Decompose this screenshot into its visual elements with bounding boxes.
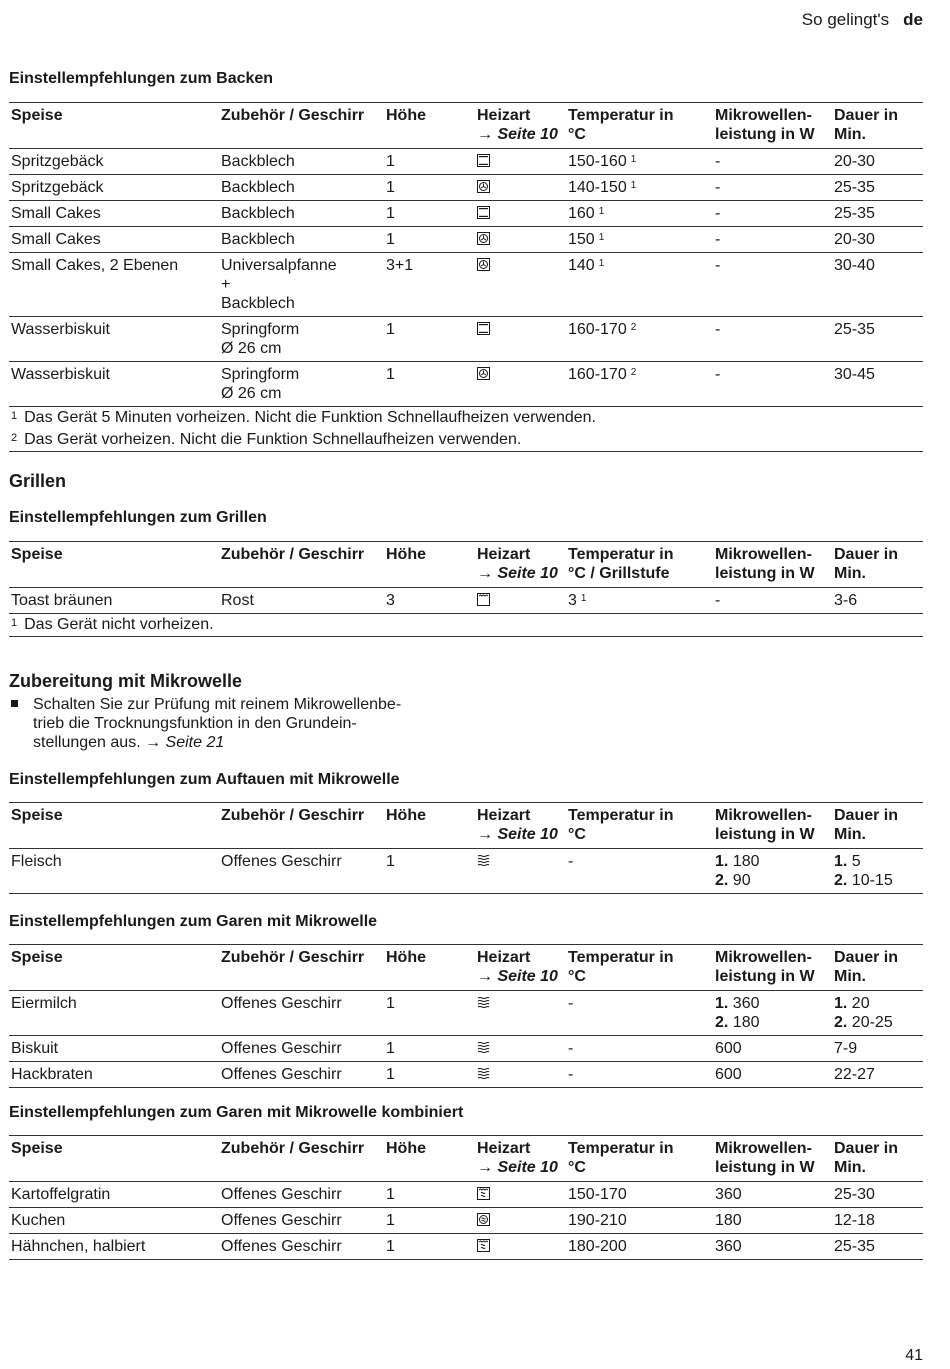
defrost-table [9,802,923,894]
grill-heading: Grillen [9,471,67,491]
cell-zubehoer: Offenes Geschirr [219,1182,384,1208]
cell-hoehe: 1 [384,1234,475,1260]
col-zubehoer: Zubehör / Geschirr [219,1136,384,1182]
footnote: $^1$ Das Gerät nicht vorheizen. [9,614,923,637]
baking-table-header [9,103,923,149]
col-speise: Speise [9,1136,219,1182]
cook-table-header [9,945,923,991]
cell-dauer: 20-30 [832,227,923,253]
cell-mw: - [713,253,832,317]
cell-heizart [475,991,566,1036]
cell-hoehe: 1 [384,201,475,227]
col-temp: Temperatur in °C [566,103,713,149]
baking-table [9,102,923,452]
top-bottom-heat-icon [477,322,490,335]
cell-mw: - [713,201,832,227]
cell-hoehe: 3+1 [384,253,475,317]
baking-table-body [9,149,923,452]
footnote-row [9,429,923,452]
cell-hoehe: 1 [384,1208,475,1234]
cell-heizart [475,201,566,227]
cell-dauer: 30-45 [832,362,923,407]
cell-zubehoer: Offenes Geschirr [219,849,384,894]
cell-temp: - [566,991,713,1036]
col-dauer: Dauer in Min. [832,803,923,849]
col-mw: Mikrowellen- leistung in W [713,803,832,849]
top-bottom-heat-icon [477,154,490,167]
cell-hoehe: 1 [384,1062,475,1088]
cell-temp: 160-170 $^2$ [566,317,713,362]
col-mw: Mikrowellen- leistung in W [713,103,832,149]
cell-dauer: 1. 5 2. 10-15 [832,849,923,894]
cell-speise: Toast bräunen [9,588,219,614]
table-row [9,1182,923,1208]
table-row [9,149,923,175]
baking-title: Einstellempfehlungen zum Backen [9,70,274,87]
col-heizart: Heizart → Seite 10 [475,945,566,991]
grill-table-header [9,542,923,588]
cell-heizart [475,1036,566,1062]
cell-speise: Biskuit [9,1036,219,1062]
col-hoehe: Höhe [384,103,475,149]
cell-speise: Hackbraten [9,1062,219,1088]
defrost-table-body [9,849,923,894]
cell-speise: Small Cakes [9,201,219,227]
cell-speise: Eiermilch [9,991,219,1036]
bullet-square [11,700,18,707]
cell-mw: - [713,362,832,407]
cell-speise: Wasserbiskuit [9,317,219,362]
microwave-icon [477,996,490,1009]
cell-dauer: 30-40 [832,253,923,317]
microwave-icon [477,1067,490,1080]
microwave-heading: Zubereitung mit Mikrowelle [9,671,243,691]
microwave-icon [477,854,490,867]
cell-mw: 600 [713,1062,832,1088]
hot-air-icon [477,367,490,380]
cell-mw: 600 [713,1036,832,1062]
cell-zubehoer: Offenes Geschirr [219,1234,384,1260]
table-row [9,1234,923,1260]
cell-dauer: 22-27 [832,1062,923,1088]
col-zubehoer: Zubehör / Geschirr [219,103,384,149]
footnote: $^1$ Das Gerät 5 Minuten vorheizen. Nicht die Funktion Schnellaufheizen verwenden. [11,409,596,426]
cell-zubehoer: Rost [219,588,384,614]
cell-temp: - [566,1036,713,1062]
cell-temp: 180-200 [566,1234,713,1260]
table-row [9,201,923,227]
col-zubehoer: Zubehör / Geschirr [219,803,384,849]
microwave-grill-icon [477,1239,490,1252]
cell-dauer: 25-35 [832,317,923,362]
cell-temp: 150 $^1$ [566,227,713,253]
cell-mw: - [713,588,832,614]
col-speise: Speise [9,945,219,991]
cell-dauer: 1. 20 2. 20-25 [832,991,923,1036]
cook-title: Einstellempfehlungen zum Garen mit Mikrowelle [9,913,378,930]
cell-dauer: 25-35 [832,1234,923,1260]
cell-dauer: 3-6 [832,588,923,614]
col-heizart: Heizart → Seite 10 [475,103,566,149]
cell-speise: Small Cakes [9,227,219,253]
footnote-ref: 1 [598,206,605,217]
cell-temp: 150-170 [566,1182,713,1208]
cell-temp: 150-160 $^1$ [566,149,713,175]
cell-heizart [475,175,566,201]
cell-heizart [475,253,566,317]
cell-speise: Hähnchen, halbiert [9,1234,219,1260]
col-temp: Temperatur in °C [566,945,713,991]
table-row [9,362,923,407]
col-temp: Temperatur in °C [566,803,713,849]
cell-zubehoer: Springform Ø 26 cm [219,362,384,407]
defrost-title: Einstellempfehlungen zum Auftauen mit Mikrowelle [9,771,400,788]
cell-hoehe: 1 [384,149,475,175]
col-temp: Temperatur in °C / Grillstufe [566,542,713,588]
footnote-ref: 2 [630,367,637,378]
cell-mw: - [713,317,832,362]
cell-zubehoer: Offenes Geschirr [219,1062,384,1088]
combo-table-body [9,1182,923,1260]
cook-table-body [9,991,923,1088]
cell-heizart [475,362,566,407]
cell-speise: Spritzgebäck [9,175,219,201]
cell-dauer: 25-35 [832,201,923,227]
col-hoehe: Höhe [384,542,475,588]
cell-hoehe: 1 [384,227,475,253]
header-section: So gelingt's [801,10,890,29]
cell-heizart [475,149,566,175]
microwave-bullet [9,695,449,752]
cell-mw: 1. 360 2. 180 [713,991,832,1036]
cell-zubehoer: Backblech [219,201,384,227]
col-speise: Speise [9,542,219,588]
col-mw: Mikrowellen- leistung in W [713,1136,832,1182]
cell-speise: Wasserbiskuit [9,362,219,407]
cell-mw: - [713,175,832,201]
grill-table [9,541,923,637]
footnote-row [9,407,923,430]
cell-zubehoer: Offenes Geschirr [219,991,384,1036]
cell-hoehe: 1 [384,849,475,894]
cell-hoehe: 1 [384,317,475,362]
table-row [9,588,923,614]
cell-temp: - [566,849,713,894]
cell-temp: 190-210 [566,1208,713,1234]
grill-table-body [9,588,923,637]
cell-speise: Spritzgebäck [9,149,219,175]
hot-air-icon [477,180,490,193]
col-speise: Speise [9,803,219,849]
col-dauer: Dauer in Min. [832,542,923,588]
microwave-grill-icon [477,1187,490,1200]
footnote-row [9,614,923,637]
top-bottom-heat-icon [477,206,490,219]
col-heizart: Heizart → Seite 10 [475,803,566,849]
col-hoehe: Höhe [384,803,475,849]
col-heizart: Heizart → Seite 10 [475,1136,566,1182]
footnote-ref: 1 [580,593,587,604]
col-hoehe: Höhe [384,1136,475,1182]
combo-title: Einstellempfehlungen zum Garen mit Mikrowelle kombiniert [9,1104,464,1121]
table-row [9,317,923,362]
cell-heizart [475,317,566,362]
cell-heizart [475,588,566,614]
col-dauer: Dauer in Min. [832,1136,923,1182]
footnote-ref: 1 [630,154,637,165]
cell-mw: 360 [713,1234,832,1260]
cell-temp: 3 $^1$ [566,588,713,614]
page-number: 41 [905,1347,923,1364]
cell-mw: - [713,149,832,175]
table-row [9,1062,923,1088]
cell-hoehe: 3 [384,588,475,614]
microwave-icon [477,1041,490,1054]
cell-temp: 140-150 $^1$ [566,175,713,201]
col-hoehe: Höhe [384,945,475,991]
cell-zubehoer: Universalpfanne + Backblech [219,253,384,317]
table-row [9,991,923,1036]
cell-mw: 180 [713,1208,832,1234]
cell-mw: - [713,227,832,253]
bullet-page-ref[interactable]: Seite 21 [165,734,225,751]
col-heizart: Heizart → Seite 10 [475,542,566,588]
footnote-ref: 1 [598,258,605,269]
cook-table [9,944,923,1088]
cell-zubehoer: Offenes Geschirr [219,1208,384,1234]
footnote-ref: 1 [598,232,605,243]
col-speise: Speise [9,103,219,149]
footnote-ref: 2 [630,322,637,333]
table-row [9,253,923,317]
hot-air-icon [477,232,490,245]
cell-zubehoer: Backblech [219,149,384,175]
microwave-hot-air-icon [477,1213,490,1226]
defrost-table-header [9,803,923,849]
hot-air-icon [477,258,490,271]
cell-mw: 1. 180 2. 90 [713,849,832,894]
cell-zubehoer: Springform Ø 26 cm [219,317,384,362]
grill-title: Einstellempfehlungen zum Grillen [9,509,267,526]
col-mw: Mikrowellen- leistung in W [713,542,832,588]
combo-table [9,1135,923,1260]
running-header [802,10,923,30]
col-dauer: Dauer in Min. [832,103,923,149]
cell-dauer: 25-35 [832,175,923,201]
cell-speise: Fleisch [9,849,219,894]
cell-dauer: 12-18 [832,1208,923,1234]
cell-hoehe: 1 [384,991,475,1036]
cell-hoehe: 1 [384,175,475,201]
cell-temp: 160 $^1$ [566,201,713,227]
cell-hoehe: 1 [384,362,475,407]
cell-speise: Kartoffelgratin [9,1182,219,1208]
cell-hoehe: 1 [384,1182,475,1208]
col-mw: Mikrowellen- leistung in W [713,945,832,991]
cell-heizart [475,1234,566,1260]
table-row [9,849,923,894]
header-lang: de [903,10,923,29]
col-temp: Temperatur in °C [566,1136,713,1182]
cell-heizart [475,1182,566,1208]
footnote: $^2$ Das Gerät vorheizen. Nicht die Funktion Schnellaufheizen verwenden. [9,429,923,452]
table-row [9,175,923,201]
cell-dauer: 20-30 [832,149,923,175]
cell-heizart [475,227,566,253]
cell-mw: 360 [713,1182,832,1208]
cell-hoehe: 1 [384,1036,475,1062]
combo-table-header [9,1136,923,1182]
cell-heizart [475,1062,566,1088]
cell-temp: - [566,1062,713,1088]
cell-speise: Kuchen [9,1208,219,1234]
cell-zubehoer: Backblech [219,227,384,253]
cell-temp: 140 $^1$ [566,253,713,317]
cell-dauer: 25-30 [832,1182,923,1208]
cell-heizart [475,1208,566,1234]
col-zubehoer: Zubehör / Geschirr [219,945,384,991]
col-dauer: Dauer in Min. [832,945,923,991]
cell-dauer: 7-9 [832,1036,923,1062]
bullet-text: Schalten Sie zur Prüfung mit reinem Mikrowellenbe- trieb die Trocknungsfunktion in den Grundein- stellungen aus. → Seite 21 [33,696,402,751]
cell-temp: 160-170 $^2$ [566,362,713,407]
cell-zubehoer: Backblech [219,175,384,201]
col-zubehoer: Zubehör / Geschirr [219,542,384,588]
cell-zubehoer: Offenes Geschirr [219,1036,384,1062]
table-row [9,1036,923,1062]
cell-speise: Small Cakes, 2 Ebenen [9,253,219,317]
table-row [9,1208,923,1234]
footnote-ref: 1 [630,180,637,191]
grill-icon [477,593,490,606]
table-row [9,227,923,253]
cell-heizart [475,849,566,894]
